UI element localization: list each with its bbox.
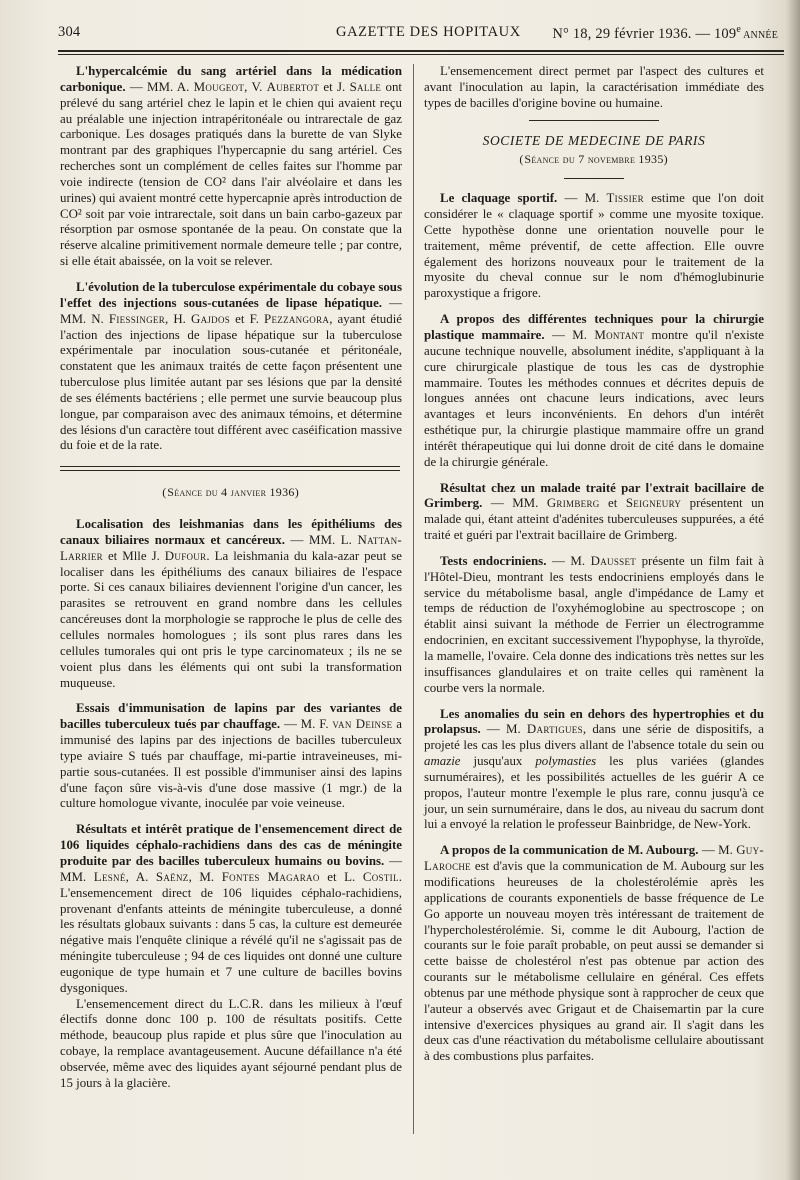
journal-title: GAZETTE DES HOPITAUX (336, 24, 521, 40)
article-body: . L'ensemencement direct de 106 liquides céphalo-rachidiens, provenant d'enfants atteints de méningite tuberculeuse, a donné les résultats globaux suivants : dans 5 cas, la culture est demeurée négative mais l'enquête clinique a révélé qu'il ne s'agissait pas de méningite tuberculeuse ; 94 de ces liquides ont donné une culture eugonique de type humain et 7 une culture de bacilles bovins dysgoniques. (60, 869, 402, 995)
article-body: les plus variées (glandes surnuméraires), et les possibilités actuelles de les guérir A ce propos, l'auteur montre l'exemple le plus rare, connu jusqu'à ce jour, un sein surnuméraire, dans le dos, au niveau du sacrum dont lui a envoyé la relation le professeur Bainbridge, de New-York. (424, 754, 764, 832)
seance-heading: (Séance du 7 novembre 1935) (519, 152, 669, 167)
author-name: van Deinse (332, 717, 393, 732)
article-hypercalcemie (60, 64, 402, 270)
article-title: A propos de la communication de M. Aubourg. (440, 843, 699, 858)
section-rule-short (564, 178, 624, 179)
authors-prefix: — MM. A. (125, 79, 194, 94)
italic-term: polymasties (535, 754, 597, 769)
authors-prefix: — M. (480, 722, 527, 737)
author-name: Grimberg (546, 496, 600, 511)
article-title: L'hypercalcémie du sang artériel dans la médication carbonique. (60, 64, 402, 94)
authors-prefix: — MM. (482, 496, 547, 511)
author-sep: , M. (188, 869, 222, 884)
authors-prefix: — MM. L. (284, 532, 358, 547)
article-body: estime que l'on doit considérer le « claquage sportif » comme une myosite toxique. Cette hypothèse donne une orientation nouvelle pour le traitement, même préventif, de cette affection. Elle ouvre également des horizons nouveaux pour le traitement de la myosite du cheval connue sur le nom d'hémoglubinurie paroxystique a frigore. (424, 191, 764, 301)
issue-year: ANNÉE (740, 29, 778, 41)
article-title: Localisation des leishmanias dans les épithéliums des canaux biliaires normaux et cancéreux. (60, 517, 402, 547)
article-body: est d'avis que la communication de M. Aubourg sur les modifications heureuses de la cholestérolémie après les applications de courants exponentiels de basse fréquence de Le Go apporte un nouveau moyen très intéressant de traitement de l'hypercholestérolémie. Si, comme le dit Aubourg, l'action de courants sur le foie paraît probable, on peut aussi se demander si cette baisse de cholestérol n'est pas obtenue par action des courants sur le métabolisme cellulaire en général. Ces effets obtenus par une méthode physique sont à rapprocher de ceux que l'auteur a observés avec Grigaut et de Chaisemartin par la cure intensive d'exercices physiques au grand air. Il s'agit dans les deux cas d'une réactivation du métabolisme cellulaire aboutissant à des combustions plus parfaites. (424, 859, 764, 1064)
author-name: Salle (349, 79, 382, 94)
author-name: Fontes Magarao (221, 869, 320, 884)
article-title: Les anomalies du sein en dehors des hypertrophies et du prolapsus. (424, 706, 764, 737)
page-number: 304 (58, 24, 81, 40)
article-body: . La leishmania du kala-azar peut se localiser dans les épithéliums des canaux biliaires de l'espace porte. Si ces canaux biliaires deviennent l'origine d'un cancer, les parasites se retrouvent en grand nombre dans les cellules cancéreuses dont la morphologie se rapproche le plus de celle des cellules normales homologues ; ils sont plus rares dans les cellules tumorales qui ont pris le type carcinomateux ; ils ne se voient plus dans les éléments qui ont subi la transformation muqueuse. (60, 548, 402, 690)
article-body: , ayant étudié l'action des injections de lipase hépatique sur la tuberculose expérimentale par inoculation sous-cutanée et péritonéale, constatent que les animaux traités de cette façon présentent une tuberculose plus limitée autant par ses lésions que par la densité de ses éléments bactériens ; elle permet une survie beaucoup plus longue, par comparaison avec des animaux témoins, et détermine des lésions d'un caractère tout différent avec caséification massive du foie et de la rate. (60, 311, 402, 453)
article-body: montre qu'il n'existe aucune technique nouvelle, absolument inédite, s'appliquant à la cure chirurgicale plastique de tous les cas de dystrophie mammaire. Toutes les méthodes connues et décrites depuis de longues années ont chacune leurs indications, avec leurs avantages et leurs inconvénients. En dehors d'un intérêt esthétique pur, la chirurgie plastique mammaire offre un grand intérêt thérapeutique qui lui donne droit de cité dans le domaine de la chirurgie générale. (424, 327, 764, 469)
authors-prefix: — MM. (60, 853, 402, 884)
author-name: Nattan-Larrier (60, 532, 402, 563)
seance-heading: (Séance du 4 janvier 1936) (162, 485, 300, 500)
italic-term: amazie (424, 754, 461, 769)
article-title: Résultat chez un malade traité par l'extrait bacillaire de Grimberg. (424, 480, 764, 511)
author-sep: et L. (319, 869, 363, 884)
author-sep: et F. (230, 311, 265, 326)
author-name: Mougeot (193, 79, 245, 94)
article-tuberculose-cobaye (60, 280, 402, 454)
author-name: Gajdos (190, 311, 231, 326)
section-rule (60, 466, 400, 467)
issue-date: N° 18, 29 février 1936. — 109 (552, 25, 737, 42)
section-rule-thin (60, 470, 400, 471)
authors-prefix: — M. (557, 191, 607, 206)
authors-prefix: — M. (698, 843, 737, 858)
author-name: Aubertot (266, 79, 320, 94)
seance-label: Séance du 4 janvier 1936 (167, 485, 295, 500)
article-title: Le claquage sportif. (440, 191, 558, 206)
article-body: , dans une série de dispositifs, a projeté les cas les plus divers allant de l'absence totale du sein ou (424, 722, 765, 753)
article-aubourg (424, 843, 764, 1065)
author-name: Costil (362, 869, 399, 884)
author-name: Dartigues (526, 722, 583, 737)
article-title: Essais d'immunisation de lapins par des variantes de bacilles tuberculeux tués par chauffage. (60, 701, 402, 732)
author-sep: et J. (319, 79, 350, 94)
authors-prefix: — M. F. (280, 717, 333, 732)
authors-prefix: — M. (546, 553, 591, 568)
header-rule-thin (58, 54, 784, 55)
article-body: ont prélevé du sang artériel chez le lapin et le chien qui avaient reçu au préalable une injection intrapéritonéale ou intrarectale de gaz carbonique. Les dosages pratiqués dans la burette de van Slyke montrant par des graphiques l'hypercapnie du sang artériel. Ces recherches sont un complément de celles faites sur l'homme par voie indirecte (tension de CO² dans l'air alvéolaire et dans les urines) qui avaient montré cette hypercapnie après introduction de CO² soit par voie intrarectale, soit dans un bain carbo-gazeux par résorption par osmose spontanée de la peau. On constate que la réserve alcaline primitivement normale demeure telle ; par contre, si elle était abaissée, on la voit se relever. (60, 79, 403, 269)
article-title: L'évolution de la tuberculose expérimentale du cobaye sous l'effet des injections sous-cutanées de lipase hépatique. (60, 279, 402, 310)
article-tests-endocriniens (424, 554, 764, 697)
right-column (424, 64, 764, 1065)
article-claquage (424, 191, 764, 302)
author-sep: et (599, 496, 626, 511)
article-ensemencement-continued: L'ensemencement direct du L.C.R. dans les milieux à l'œuf électifs donne donc 100 p. 100 de résultats positifs. Cette méthode, beaucoup plus rapide et plus sûre que l'inoculation au cobaye, la remplace avantageusement. Aucune défaillance n'a été observée, même avec des liquides ayant séjourné pendant plus de 15 jours à la glacière. (60, 996, 402, 1090)
author-name: Saënz (155, 869, 189, 884)
author-name: Fiessinger (108, 311, 166, 326)
author-sep: , V. (244, 79, 267, 94)
left-column (60, 64, 402, 1092)
seance-label: Séance du 7 novembre 1935 (524, 152, 664, 167)
author-name: Seigneury (625, 496, 682, 511)
author-sep: , H. (165, 311, 191, 326)
article-body: présente un film fait à l'Hôtel-Dieu, montrant les tests endocriniens employés dans le service du métabolisme basal, angle d'impédance de Lamy et temps de réduction de l'oxyhémoglobine au spectroscope ; on établit ainsi suivant la méthode de Ferrier un électrogramme endocrinien, en excitant successivement l'hypophyse, la thyroïde, la mamelle, l'ovaire. Cela donne des indications très nettes sur les insuffisances glandulaires et on traite celles qui ramènent la courbe vers la normale. (424, 553, 764, 695)
article-anomalies-sein (424, 707, 764, 834)
issue-info (552, 24, 778, 43)
article-title: A propos des différentes techniques pour la chirurgie plastique mammaire. (424, 312, 764, 342)
author-name: Montant (594, 327, 645, 342)
author-name: Pezzangora (264, 311, 330, 326)
article-body: jusqu'aux (460, 754, 536, 769)
article-leishmanias (60, 517, 402, 691)
article-chirurgie-plastique (424, 312, 764, 470)
author-name: Guy-Laroche (424, 843, 764, 874)
article-grimberg (424, 481, 764, 544)
society-heading: SOCIETE DE MEDECINE DE PARIS (482, 132, 706, 148)
author-name: Dausset (590, 553, 637, 568)
article-immunisation-lapins (60, 701, 402, 812)
article-ensemencement (60, 822, 402, 996)
article-body: a immunisé des lapins par des injections de bacilles tuberculeux type aviaire S tués par chauffage, mi-partie intraveineuses, mi-partie sous-cutanées. Il est possible d'immuniser ainsi des lapins d'une façon sûre vis-à-vis d'une dose massive (1 mgr.) de la culture homologue vivante, inoculée par voie veineuse. (60, 717, 402, 811)
section-rule (529, 120, 659, 121)
author-name: Tissier (606, 191, 644, 206)
authors-prefix: — MM. N. (60, 295, 403, 326)
author-sep: et Mlle J. (102, 548, 165, 563)
author-name: Lesné (93, 869, 126, 884)
article-body: présentent un malade qui, étant atteint d'adénites tuberculeuses suppurées, a été traité et guéri par l'extrait bacillaire de Grimberg. (424, 496, 765, 543)
article-title: Résultats et intérêt pratique de l'ensemencement direct de 106 liquides céphalo-rachidiens dans des cas de méningite produite par des bacilles tuberculeux humains ou bovins. (60, 822, 402, 868)
header-rule (58, 50, 784, 52)
article-title: Tests endocriniens. (440, 553, 547, 568)
authors-prefix: — M. (544, 327, 595, 342)
author-sep: , A. (125, 869, 156, 884)
page-header (58, 20, 778, 44)
author-name: Dufour (164, 548, 207, 563)
column-divider (413, 64, 414, 1134)
article-continuation: L'ensemencement direct permet par l'aspect des cultures et avant l'inoculation au lapin, la caractérisation immédiate des types de bacilles d'origine bovine ou humaine. (424, 64, 764, 110)
issue-sup: e (736, 24, 741, 35)
